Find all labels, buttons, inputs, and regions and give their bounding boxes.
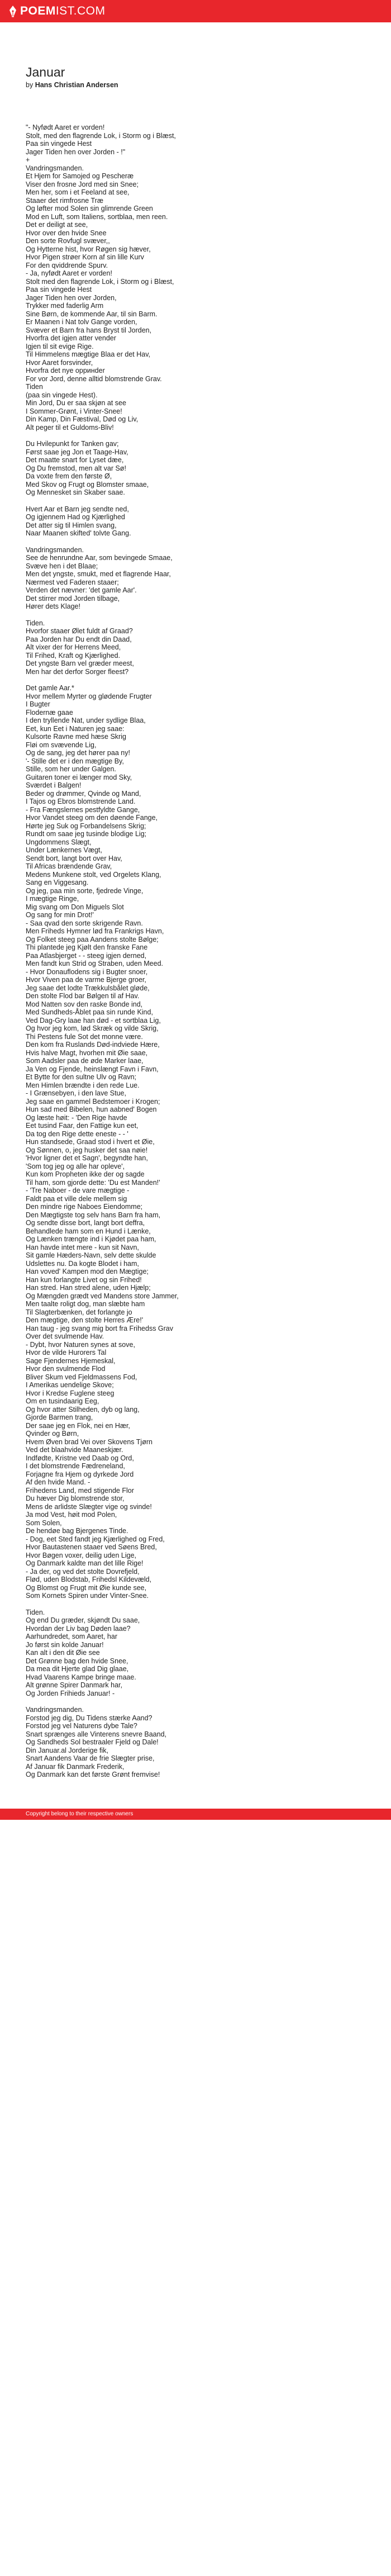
poem-stanza: Tiden. Hvorfor staaer Ølet fuldt af Graad? Paa Jorden har Du endt din Daad, Alt vixer der for Herrens Meed, Til Frihed, Kraft og Kjærlighed. Det yngste Barn vel græder meest, Men har det derfor Sorger fleest? xyxy=(26,619,134,676)
brand-name-part1: POEM xyxy=(20,4,56,17)
poem-stanza: Tiden. Og end Du græder, skjøndt Du saae, Hvordan der Liv bag Døden laae? Aarhundredet, som Aaret, har Jo først sin kolde Januar! Kan alt i den dit Øie see Det Grønne bag den hvide Snee, Da mea dit Hjerte glad Dig glaae, Hvad Vaarens Kampe bringe maae. Alt grønne Spirer Danmark har, Og Jorden Frihieds Januar! - xyxy=(26,1608,140,1697)
site-header xyxy=(0,0,391,22)
poem-content xyxy=(0,22,391,1799)
poem-body xyxy=(26,124,368,1779)
brand-name-part2: IST.COM xyxy=(55,4,106,17)
poem-stanza: Vandringsmanden. See de henrundne Aar, som bevingede Smaae, Svæve hen i det Blaae; Men det yngste, smukt, med et flagrende Haar, Nærmest ved Faderen staaer; Verden det nævner: 'det gamle Aar'. Det stirrer mod Jorden tilbage, Hører dets Klage! xyxy=(26,545,173,610)
byline-prefix: by xyxy=(26,81,34,89)
poem-stanza: "- Nyfødt Aaret er vorden! Stolt, med den flagrende Lok, i Storm og i Blæst, Paa sin vingede Hest Jager Tiden hen over Jorden - !" + Vandringsmanden. Et Hjem for Samojed og Pescheræ Viser den frosne Jord med sin Snee; Men her, som i et Feeland at see, Staaer det rimfrosne Træ Og løfter mod Solen sin glimrende Green Mod en Luft, som Italiens, sortblaa, men reen. Det er deiligt at see, Hvor over den hvide Snee Den sorte Rovfugl svæver,, Og Hytterne hist, hvor Røgen sig hæver, Hvor Pigen strøer Korn af sin lille Kurv For den qviddrende Spurv. - Ja, nyfødt Aaret er vorden! Stolt med den flagrende Lok, i Storm og i Blæst, Paa sin vingede Hest Jager Tiden hen over Jorden, Trykker med faderlig Arm Sine Børn, de kommende Aar, til sin Barm. Er Maanen i Nat tolv Gange vorden, Svæver et Barn fra hans Bryst til Jorden, Hvorfra det igjen atter vender Igjen til sit evige Rige. Til Himmelens mægtige Blaa er det Hav, Hvor Aaret forsvinder, Hvorfra det nye opринder For vor Jord, denne alltid blomstrende Grav. Tiden (paa sin vingede Hest). Min Jord, Du er saa skjøn at see I Sommer-Grønt, i Vinter-Snee! Din Kamp, Din Fæstival, Død og Liv, Alt peger til et Guldoms-Bliv! xyxy=(26,124,176,431)
pen-nib-icon xyxy=(9,5,17,17)
poem-stanza: Vandringsmanden. Forstod jeg dig, Du Tidens stærke Aand? Forstod jeg vel Naturens dybe Tale? Snart sprænges alle Vinterens snevre Baand, Og Sandheds Sol bestraaler Fjeld og Dale! Din Januar.al Jorderige fik, Snart Aandens Vaar de frie Slægter prise, Af Januar fik Danmark Frederik, Og Danmark kan det første Grønt fremvise! xyxy=(26,1706,167,1778)
site-logo-link[interactable] xyxy=(9,4,106,18)
poem-author[interactable]: Hans Christian Andersen xyxy=(35,81,118,89)
site-footer xyxy=(0,1809,391,1820)
poem-stanza: Hvert Aar et Barn jeg sendte ned, Og igjennem Had og Kjærlighed Det atter sig til Himlen svang, Naar Maanen skifted' tolvte Gang. xyxy=(26,505,131,537)
poem-title: Januar xyxy=(26,65,65,79)
poem-stanza: Du Hvilepunkt for Tanken gav; Først saae jeg Jon et Taage-Hav, Det maatte snart for Lyset dæe, Og Du fremstod, men alt var Sø! Da voxte frem den første Ø, Med Skov og Frugt og Blomster smaae, Og Mennesket sin Skaber saae. xyxy=(26,440,149,496)
poem-byline xyxy=(26,81,368,89)
poem-stanza: Det gamle Aar.* Hvor mellem Myrter og glødende Frugter I Bugter Flodernæ gaae I den tryllende Nat, under sydlige Blaa, Eet, kun Eet i Naturen jeg saae: Kulsorte Ravne med hæse Skrig Fløi om svævende Lig, Og de sang, jeg det hører paa ny! '- Stille det er i den mægtige By, Stille, som her under Galgen. Guitaren toner ei længer mod Sky, Sværdet i Balgen! Beder og drømmer, Qvinde og Mand, I Tajos og Ebros blomstrende Land. - Fra Fængslernes pestfyldte Gange, Hvor Vandet steeg om den døende Fange, Hørte jeg Suk og Forbandelsens Skrig; Rundt om saae jeg tusinde blodige Lig; Ungdommens Slægt, Under Lænkernes Vægt, Sendt bort, langt bort over Hav, Til Africas brændende Grav, Medens Munkene stolt, ved Orgelets Klang, Sang en Viggesang. Og jeg, paa min sorte, fjedrede Vinge, I mægtige Ringe, Mig svang om Don Miguels Slot Og sang for min Drot!' - Saa qvad den sorte skrigende Ravn. Men Friheds Hymner lød fra Frankrigs Havn, Og Folket steeg paa Aandens stolte Bølge; Thi plantede jeg Kjølt den franske Fane Paa Atlasbjerget - - steeg igjen derned, Men fandt kun Strid og Straben, uden Meed. - Hvor Donauflodens sig i Bugter snoer, Hvor Viven paa de varme Bjerge groer, Jeg saae det lodte Trækkulsbålet gløde, Den stolte Flod bar Bølgen til af Hav. Mod Natten sov den raske Bonde ind, Med Sundheds-Åblet paa sin runde Kind, Ved Dag-Gry laae han død - et sortblaa Lig, Og hvor jeg kom, lød Skræk og vilde Skrig, Thi Pestens fule Sot det monne være. Den kom fra Ruslands Død-indviede Hære, Hvis halve Magt, hvorhen mit Øie saae, Som Aadsler paa de øde Marker laae, Ja Ven og Fjende, heinslængt Favn i Favn, Et Bytte for den sultne Ulv og Ravn; Men Himlen brændte i den rede Lue. - I Grænsebyen, i den lave Stue, Jeg saae en gammel Bedstemoer i Krogen; Hun sad med Bibelen, hun aabned' Bogen Og læste høit: - 'Den Rige havde Eet tusind Faar, den Fattige kun eet, Da tog den Rige dette eneste - - ' Hun standsede, Graad stod i hvert et Øie, Og Sønnen, o, jeg husker det saa nøie! 'Hvor ligner det et Sagn', begyndte han, 'Som tog jeg og alle har opleve', Kun kom Propheten ikke der og sagde Til ham, som gjorde dette: 'Du est Manden!' - 'Tre Naboer - de vare mægtige - Faldt paa et ville dele mellem sig Den mindre rige Naboes Eiendomme; Den Mægtigste tog selv hans Barn fra ham, Og sendte disse bort, langt bort deffra, Behandlede ham som en Hund i Lænke, Og Lænken trængte ind i Kjødet paa ham, Han havde intet mere - kun sit Navn, Sit gamle Hæders-Navn, selv dette skulde Udslettes nu. Da kogte Blodet i ham, Han voved' Kampen mod den Mægtige; Han kun forlangte Livet og sin Frihed! Han stred. Han stred alene, uden Hjælp; Og Mængden grædt ved Mandens store Jammer, Men taalte roligt dog, man slæbte ham Til Slagterbænken, det forlangte jo Den mægtige, den stolte Herres Ære!' Han taug - jeg svang mig bort fra Frihedss Grav Over det svulmende Hav. - Dybt, hvor Naturen synes at sove, Hvor de vilde Hurorers Tal Sage Fjendernes Hjemeskal, Hvor den svulmende Flod Bliver Skum ved Fjeldmassens Fod, I Amerikas uendelige Skove; Hvor i Kredse Fuglene steeg Om en tusindaarig Eeg, Og hvor atter Stilheden, dyb og lang, Gjorde Barmen trang, Der saae jeg en Flok, nei en Hær, Qvinder og Børn, Hvem Øven brad Vei over Skovens Tjørn Ved det blaahvide Maaneskjær. Indfødte, Kristne ved Daab og Ord, I det blomstrende Fædreneland, Forjagne fra Hjem og dyrkede Jord Af den hvide Mand. - Frihedens Land, med stigende Flor Du hæver Dig blomstrende stor, Mens de arlidste Slægter vige og svinde! Ja mod Vest, høit mod Polen, Som Solen, De hendøe bag Bjergenes Tinde. - Dog, eet Sted fandt jeg Kjærlighed og Fred, Hvor Bautastenen staaer ved Søens Bred, Hvor Bøgen voxer, deilig uden Lige, Og Danmark kaldte man det lille Rige! - Ja der, og ved det stolte Dovrefjeld, Flød, uden Blodstab, Frihedsl Kildevæld, Og Blomst og Frugt mit Øie kunde see, Som Kornets Spiren under Vinter-Snee. xyxy=(26,684,179,1600)
footer-copyright: Copyright belong to their respective owners xyxy=(26,1810,133,1817)
